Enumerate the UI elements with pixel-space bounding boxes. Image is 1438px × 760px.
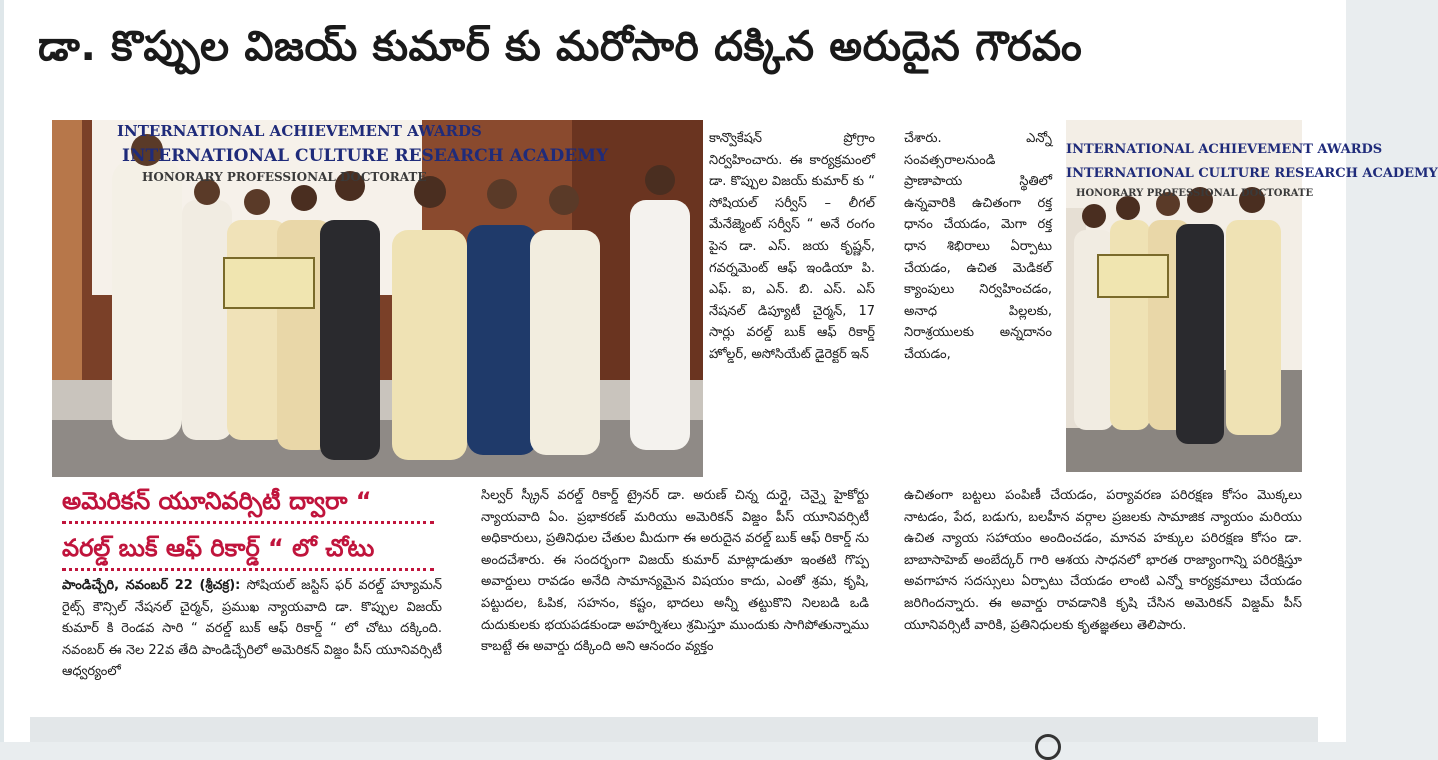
footer-circle-icon bbox=[1035, 734, 1061, 760]
banner-title: INTERNATIONAL ACHIEVEMENT AWARDS bbox=[117, 122, 482, 140]
banner-tagline: HONORARY PROFESSIONAL DOCTORATE bbox=[1076, 188, 1314, 199]
subheading-underline-2 bbox=[62, 568, 434, 571]
subheading-underline-1 bbox=[62, 521, 434, 524]
banner-subtitle: INTERNATIONAL CULTURE RESEARCH ACADEMY bbox=[122, 146, 609, 166]
award-ceremony-photo bbox=[52, 120, 703, 477]
banner-subtitle: INTERNATIONAL CULTURE RESEARCH ACADEMY bbox=[1066, 166, 1438, 181]
award-presentation-photo bbox=[1066, 120, 1438, 472]
article-lead bbox=[62, 575, 442, 683]
article-column-3: చేశారు. ఎన్నో సంవత్సరాలనుండి ప్రాణాపాయ స్థితిలో ఉన్నవారికి ఉచితంగా రక్త ధానం చేయడం, మెగా రక్త ధాన శిభిరాలు ఏర్పాటు చేయడం, ఉచిత మెడికల్ క్యాంపులు నిర్వహించడం, అనాధ పిల్లలకు, నిరాశ్రయులకు అన్నదానం చేయడం, bbox=[904, 131, 1052, 362]
headline: డా. కొప్పుల విజయ్ కుమార్ కు మరోసారి దక్కిన అరుదైన గౌరవం bbox=[38, 22, 1083, 70]
banner-title: INTERNATIONAL ACHIEVEMENT AWARDS bbox=[1066, 142, 1383, 157]
lead-text: సోషియల్ జస్టిస్ ఫర్ వరల్డ్ హ్యూమన్ రైట్స్ కౌన్సిల్ నేషనల్ చైర్మన్, ప్రముఖ న్యాయవాది డా. కొప్పుల విజయ్ కుమార్ కి రెండవ సారి “ వరల్డ్ బుక్ ఆఫ్ రికార్డ్ “ లో చోటు దక్కింది. నవంబర్ ఈ నెల 22వ తేది పాండిచ్చేరిలో అమెరికన్ విజ్డం పీస్ యూనివర్సిటీ ఆధ్వర్యంలో bbox=[62, 578, 443, 680]
article-continuation-middle: సిల్వర్ స్క్రీన్ వరల్డ్ రికార్డ్ ట్రైనర్ డా. అరుణ్ చిన్న దుర్గై, చెన్నై హైకోర్టు న్యాయవాది ఏం. ప్రభాకరణ్ మరియు అమెరికన్ విజ్డం పీస్ యూనివర్సిటీ అధికారులు, ప్రతినిధుల చేతుల మీదుగా ఈ అరుదైన వరల్డ్ బుక్ ఆఫ్ రికార్డ్ ను అందచేశారు. ఈ సందర్భంగా విజయ్ కుమార్ మాట్లాడుతూ ఇంతటి గొప్ప అవార్డులు రావడం అనేది సామాన్యమైన విషయం కాదు, ఎంతో శ్రమ, కృషి, పట్టుదల, ఓపిక, సహనం, కష్టం, భాదలు అన్నీ తట్టుకొని నిలబడి ఒడి దుదుకులకు భయపడకుండా అహర్నిశలు శ్రమిస్తూ ముందుకు సాగిపోతున్నాము కాబట్టే ఈ అవార్డు దక్కింది అని ఆనందం వ్యక్తం bbox=[481, 488, 869, 655]
banner-tagline: HONORARY PROFESSIONAL DOCTORATE bbox=[142, 170, 427, 184]
article-continuation-right: ఉచితంగా బట్టలు పంపిణీ చేయడం, పర్యావరణ పరిరక్షణ కోసం మొక్కలు నాటడం, పేద, బడుగు, బలహీన వర్గాల ప్రజలకు సామాజిక న్యాయం మరియు ఉచిత న్యాయ సహాయం అందించడం, మానవ హక్కుల పరిరక్షణ కోసం డా. బాబాసాహెబ్ అంబేద్కర్ గారి ఆశయ సాధనలో భారత రాజ్యాంగాన్ని పరిరక్షిస్తూ అవగాహన సదస్సులు ఏర్పాటు చేయడం లాంటి ఎన్నో కార్యక్రమాలు చేయడం జరిగిందన్నారు. ఈ అవార్డు రావడానికి కృషి చేసిన అమెరికన్ విజ్డమ్ పీస్ యూనివర్సిటీ వారికి, ప్రతినిధులకు కృతజ్ఞతలు తెలిపారు. bbox=[904, 488, 1302, 633]
article-column-2: కాన్వొకేషన్ ప్రోగ్రాం నిర్వహించారు. ఈ కార్యక్రమంలో డా. కొప్పుల విజయ్ కుమార్ కు “ సోషియల్ సర్వీస్ – లీగల్ మేనేజ్మెంట్ సర్వీస్ “ అనే రంగం పైన డా. ఎస్. జయ కృష్ణన్, గవర్నమెంట్ ఆఫ్ ఇండియా పి. ఎఫ్. ఐ, ఎన్. బి. ఎస్. ఎస్ నేషనల్ డిప్యూటీ చైర్మన్, 17 సార్లు వరల్డ్ బుక్ ఆఫ్ రికార్డ్ హోల్డర్, అసోసియేట్ డైరెక్టర్ ఇన్ bbox=[709, 131, 875, 362]
subheading-line-2: వరల్డ్ బుక్ ఆఫ్ రికార్డ్ “ లో చోటు bbox=[62, 534, 375, 562]
dateline: పాండిచ్చేరి, నవంబర్ 22 (శ్రీచక్ర): bbox=[62, 578, 241, 593]
left-border bbox=[0, 0, 4, 742]
footer-bar bbox=[30, 717, 1318, 742]
subheading-line-1: అమెరికన్ యూనివర్సిటీ ద్వారా “ bbox=[62, 487, 372, 515]
